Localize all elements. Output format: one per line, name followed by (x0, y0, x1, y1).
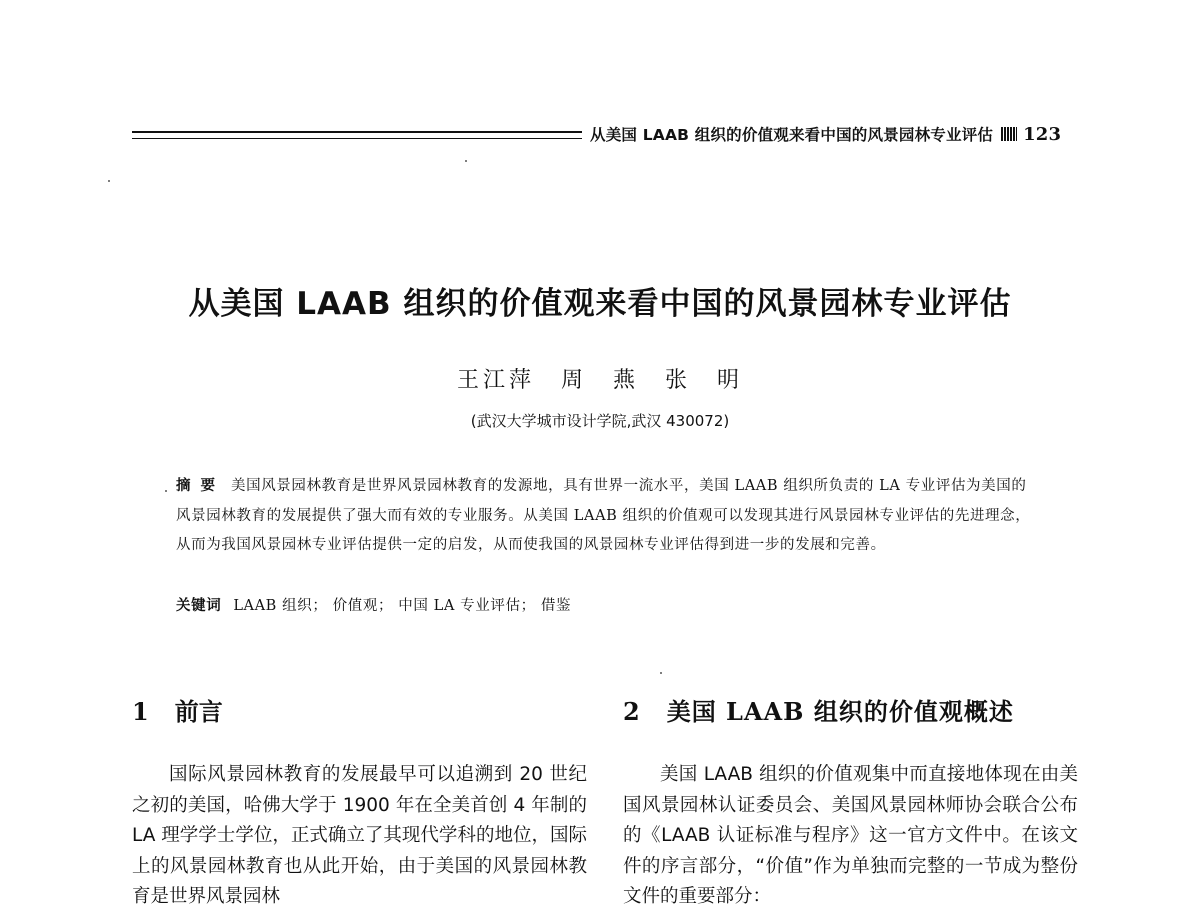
scan-speck (465, 160, 467, 162)
running-header (590, 123, 1061, 145)
section-heading-introduction (132, 692, 223, 727)
authors: 王江萍 周 燕 张 明 (456, 368, 743, 393)
keywords-text: LAAB 组织； 价值观； 中国 LA 专业评估； 借鉴 (233, 598, 572, 614)
abstract (176, 472, 1036, 561)
section-heading-laab-values (623, 692, 1014, 727)
paper-title: 从美国 LAAB 组织的价值观来看中国的风景园林专业评估 (188, 286, 1012, 322)
running-header-title: 从美国 LAAB 组织的价值观来看中国的风景园林专业评估 (590, 126, 994, 144)
page-number: 123 (1023, 124, 1062, 145)
section-number: 1 (132, 697, 149, 726)
header-rule-top (132, 131, 582, 133)
section-number: 2 (623, 697, 641, 726)
abstract-label: 摘要 (176, 478, 225, 494)
section-title: 美国 LAAB 组织的价值观概述 (666, 697, 1014, 726)
scan-speck (660, 672, 662, 674)
journal-mark-icon (1001, 127, 1017, 141)
affiliation: (武汉大学城市设计学院,武汉 430072) (470, 412, 730, 430)
scan-speck (165, 490, 167, 492)
scan-speck (108, 180, 110, 182)
header-rule-bottom (132, 138, 582, 139)
section-title: 前言 (174, 697, 223, 726)
keywords-label: 关键词 (176, 598, 222, 614)
section-body-laab-values: 美国 LAAB 组织的价值观集中而直接地体现在由美国风景园林认证委员会、美国风景园林师协会联合公布的《LAAB 认证标准与程序》这一官方文件中。在该文件的序言部分，“价值”作为单独而完整的一节成为整份文件的重要部分： (623, 764, 1078, 907)
keywords (176, 594, 571, 615)
section-body-introduction: 国际风景园林教育的发展最早可以追溯到 20 世纪之初的美国，哈佛大学于 1900 年在全美首创 4 年制的 LA 理学学士学位，正式确立了其现代学科的地位，国际上的风景园林教育也从此开始，由于美国的风景园林教育是世界风景园林 (132, 764, 587, 907)
abstract-text: 美国风景园林教育是世界风景园林教育的发源地，具有世界一流水平，美国 LAAB 组织所负责的 LA 专业评估为美国的风景园林教育的发展提供了强大而有效的专业服务。从美国 LAAB 组织的价值观可以发现其进行风景园林专业评估的先进理念，从而为我国风景园林专业评估提供一定的启发，从而使我国的风景园林专业评估得到进一步的发展和完善。 (176, 478, 1031, 553)
